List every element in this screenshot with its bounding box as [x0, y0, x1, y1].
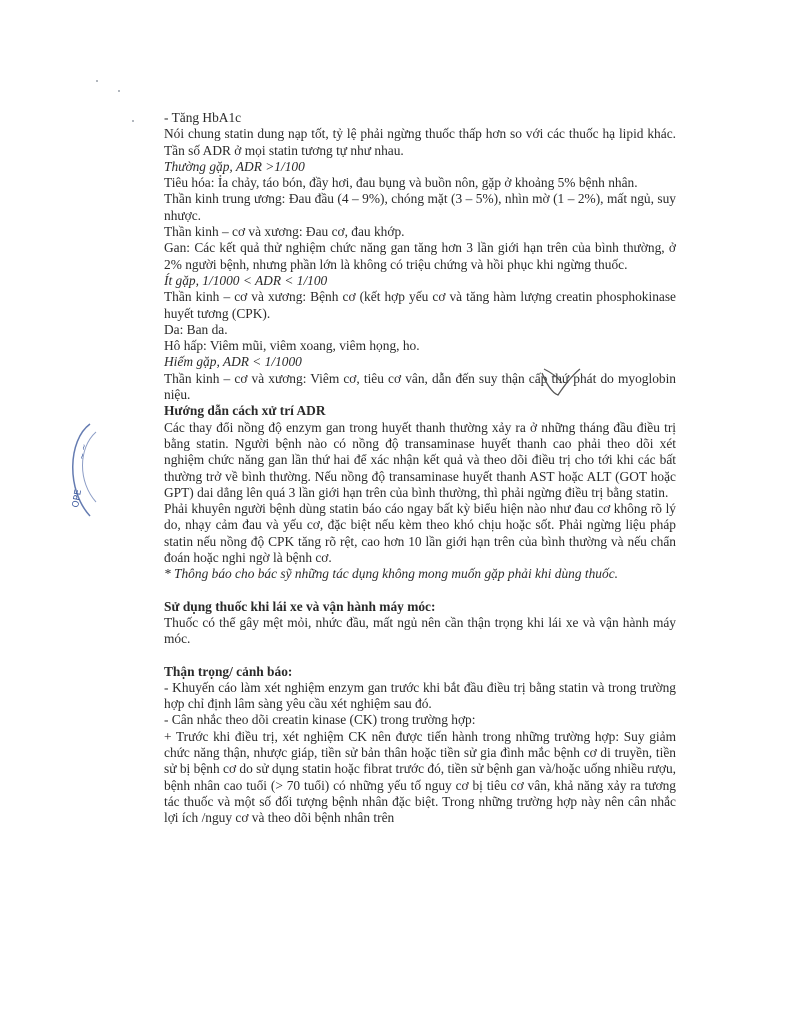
paragraph: Tiêu hóa: Ỉa chảy, táo bón, đầy hơi, đau bụng và buồn nôn, gặp ở khoảng 5% bệnh nhân. — [164, 175, 638, 191]
section-heading: Hướng dẫn cách xử trí ADR — [164, 403, 326, 419]
paragraph: Da: Ban da. — [164, 321, 228, 337]
paragraph: Thần kinh trung ương: Đau đầu (4 – 9%), chóng mặt (3 – 5%), nhìn mờ (1 – 2%), mất ngủ, suy nhược. — [164, 191, 676, 223]
spacer — [164, 583, 676, 599]
scan-speck — [118, 90, 120, 92]
paragraph: - Khuyến cáo làm xét nghiệm enzym gan trước khi bắt đầu điều trị bằng statin và trong trường hợp chỉ định lâm sàng yêu cầu xét nghiệm sau đó. — [164, 679, 676, 712]
spacer — [164, 648, 676, 664]
frequency-heading: * Thông báo cho bác sỹ những tác dụng không mong muốn gặp phải khi dùng thuốc. — [164, 566, 618, 582]
paragraph: Thần kinh – cơ và xương: Bệnh cơ (kết hợp yếu cơ và tăng hàm lượng creatin phosphokinase huyết tương (CPK). — [164, 289, 676, 321]
scan-speck — [132, 120, 134, 122]
paragraph: Hô hấp: Viêm mũi, viêm xoang, viêm họng, ho. — [164, 338, 420, 354]
paragraph: Thần kinh – cơ và xương: Đau cơ, đau khớp. — [164, 224, 405, 240]
paragraph: Thuốc có thể gây mệt mỏi, nhức đầu, mất ngủ nên cần thận trọng khi lái xe và vận hành máy móc. — [164, 614, 676, 647]
svg-text:~ ~: ~ ~ — [77, 443, 89, 461]
scan-speck — [96, 80, 98, 82]
document-body — [164, 110, 676, 826]
frequency-heading: Hiếm gặp, ADR < 1/1000 — [164, 354, 302, 370]
frequency-heading: Thường gặp, ADR >1/100 — [164, 158, 305, 174]
paragraph: Gan: Các kết quả thử nghiệm chức năng gan tăng hơn 3 lần giới hạn trên của bình thường, ở 2% người bệnh, nhưng phần lớn là không có triệu chứng và hồi phục khi ngừng thuốc. — [164, 240, 676, 272]
signature-mark — [536, 365, 584, 401]
paragraph: Các thay đổi nồng độ enzym gan trong huyết thanh thường xảy ra ở những tháng đầu điều trị bằng statin. Người bệnh nào có nồng độ transaminase huyết thanh cao phải theo dõi xét nghiệm chức năng gan lần thứ hai để xác nhận kết quả và theo dõi điều trị cho tới khi các bất thường trở về bình thường. Nếu nồng độ transaminase huyết thanh AST hoặc ALT (GOT hoặc GPT) dai dẳng lên quá 3 lần giới hạn trên của bình thường, thì phải ngừng điều trị bằng statin. — [164, 419, 676, 500]
paragraph: - Cân nhắc theo dõi creatin kinase (CK) trong trường hợp: — [164, 712, 476, 728]
stamp-text: OPE — [71, 488, 85, 509]
section-heading: Sử dụng thuốc khi lái xe và vận hành máy móc: — [164, 598, 436, 614]
paragraph: + Trước khi điều trị, xét nghiệm CK nên được tiến hành trong những trường hợp: Suy giảm chức năng thận, nhược giáp, tiền sử bản thân hoặc tiền sử gia đình mắc bệnh cơ di truyền, tiền sử bị bệnh cơ do sử dụng statin hoặc fibrat trước đó, tiền sử bệnh gan và/hoặc uống nhiều rượu, bệnh nhân cao tuổi (> 70 tuổi) có những yếu tố nguy cơ bị tiêu cơ vân, khả năng xảy ra tương tác thuốc và một số đối tượng bệnh nhân đặc biệt. Trong những trường hợp này nên cân nhắc lợi ích /nguy cơ và theo dõi bệnh nhân trên — [164, 728, 676, 826]
frequency-heading: Ít gặp, 1/1000 < ADR < 1/100 — [164, 272, 328, 288]
paragraph: - Tăng HbA1c — [164, 110, 242, 125]
paragraph: Phải khuyên người bệnh dùng statin báo cáo ngay bất kỳ biểu hiện nào như đau cơ không rõ lý do, nhạy cảm đau và yếu cơ, đặc biệt nếu kèm theo khó chịu hoặc sốt. Phải ngừng liệu pháp statin nếu nồng độ CPK tăng rõ rệt, cao hơn 10 lần giới hạn trên của bình thường và nếu chẩn đoán hoặc nghi ngờ là bệnh cơ. — [164, 501, 676, 566]
paragraph: Thần kinh – cơ và xương: Viêm cơ, tiêu cơ vân, dẫn đến suy thận cấp thứ phát do myoglobin niệu. — [164, 370, 676, 403]
section-heading: Thận trọng/ cảnh báo: — [164, 663, 293, 679]
paragraph: Nói chung statin dung nạp tốt, tỷ lệ phải ngừng thuốc thấp hơn so với các thuốc hạ lipid khác. Tần số ADR ở mọi statin tương tự như nhau. — [164, 126, 676, 158]
stamp-mark — [62, 420, 102, 520]
